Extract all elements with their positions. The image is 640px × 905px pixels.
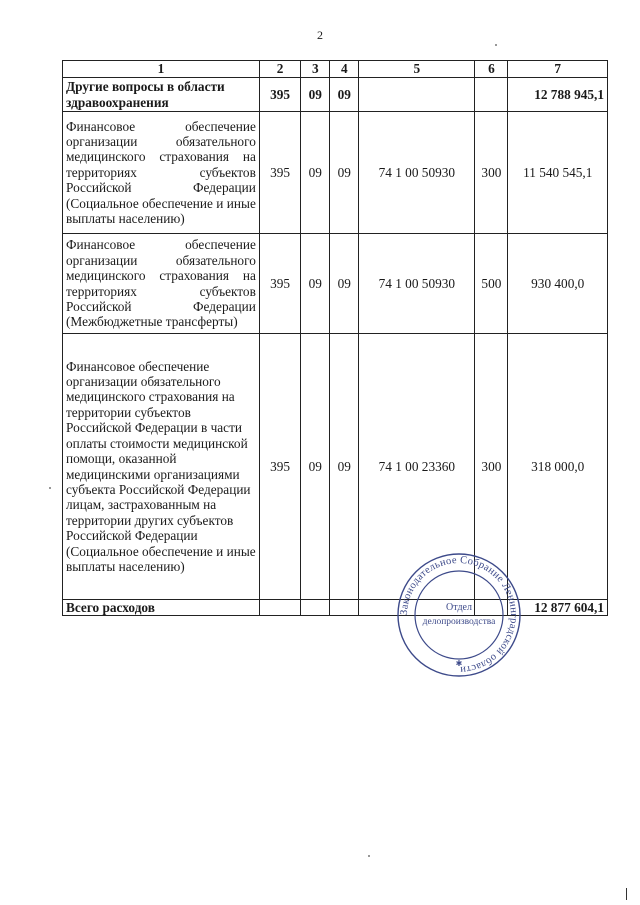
stamp-inner-line2: делопроизводства (422, 617, 496, 627)
row-section: 09 (301, 334, 330, 600)
row-amount: 318 000,0 (508, 334, 608, 600)
row-subsection: 09 (330, 112, 359, 234)
total-amount: 12 877 604,1 (508, 600, 608, 616)
scan-speck (495, 44, 497, 46)
header-cell: 3 (301, 61, 330, 78)
row-name: Финансовое обеспечение организации обязательного медицинского страхования на территориях субъектов Российской Федерации (Социальное обеспечение и иные выплаты населению) (63, 112, 260, 234)
header-row (63, 61, 608, 78)
header-cell: 7 (508, 61, 608, 78)
empty-cell (259, 600, 300, 616)
table-row (63, 78, 608, 112)
row-code: 395 (259, 234, 300, 334)
header-cell: 6 (475, 61, 508, 78)
scan-edge-mark (626, 888, 627, 900)
row-amount: 11 540 545,1 (508, 112, 608, 234)
header-cell: 2 (259, 61, 300, 78)
page-number: 2 (317, 28, 323, 42)
stamp-inner-line1: Отдел (446, 602, 472, 613)
row-section: 09 (301, 234, 330, 334)
header-cell: 4 (330, 61, 359, 78)
row-name: Другие вопросы в области здравоохранения (63, 78, 260, 112)
row-section: 09 (301, 112, 330, 234)
row-name: Финансовое обеспечение организации обязательного медицинского страхования на территории субъектов Российской Федерации в части оплаты стоимости медицинской помощи, оказанной медицинскими организациями субъекта Российской Федерации лицам, застрахованным на территории других субъектов Российской Федерации (Социальное обеспечение и иные выплаты населению) (63, 334, 260, 600)
row-target-article: 74 1 00 23360 (359, 334, 475, 600)
row-section: 09 (301, 78, 330, 112)
total-label: Всего расходов (63, 600, 260, 616)
row-name: Финансовое обеспечение организации обязательного медицинского страхования на территориях субъектов Российской Федерации (Межбюджетные трансферты) (63, 234, 260, 334)
row-expense-type: 500 (475, 234, 508, 334)
empty-cell (330, 600, 359, 616)
table-row (63, 112, 608, 234)
row-subsection: 09 (330, 78, 359, 112)
scan-speck (368, 855, 370, 857)
row-subsection: 09 (330, 234, 359, 334)
stamp-inner-ring (415, 571, 503, 659)
row-amount: 12 788 945,1 (508, 78, 608, 112)
stamp-star-icon: ✱ (455, 659, 463, 668)
row-target-article: 74 1 00 50930 (359, 234, 475, 334)
row-subsection: 09 (330, 334, 359, 600)
row-target-article: 74 1 00 50930 (359, 112, 475, 234)
row-code: 395 (259, 334, 300, 600)
empty-cell (301, 600, 330, 616)
row-expense-type: 300 (475, 334, 508, 600)
table-row (63, 234, 608, 334)
row-code: 395 (259, 112, 300, 234)
stamp-outer-text: Законодательное Собрание Ленинградской области (398, 554, 520, 676)
budget-table (62, 60, 608, 616)
row-code: 395 (259, 78, 300, 112)
header-cell: 1 (63, 61, 260, 78)
row-target-article (359, 78, 475, 112)
row-amount: 930 400,0 (508, 234, 608, 334)
stamp-outer-ring (398, 554, 520, 676)
table-row (63, 334, 608, 600)
row-expense-type (475, 78, 508, 112)
scan-speck (49, 487, 51, 489)
row-expense-type: 300 (475, 112, 508, 234)
header-cell: 5 (359, 61, 475, 78)
total-row (63, 600, 608, 616)
official-stamp (396, 552, 522, 678)
